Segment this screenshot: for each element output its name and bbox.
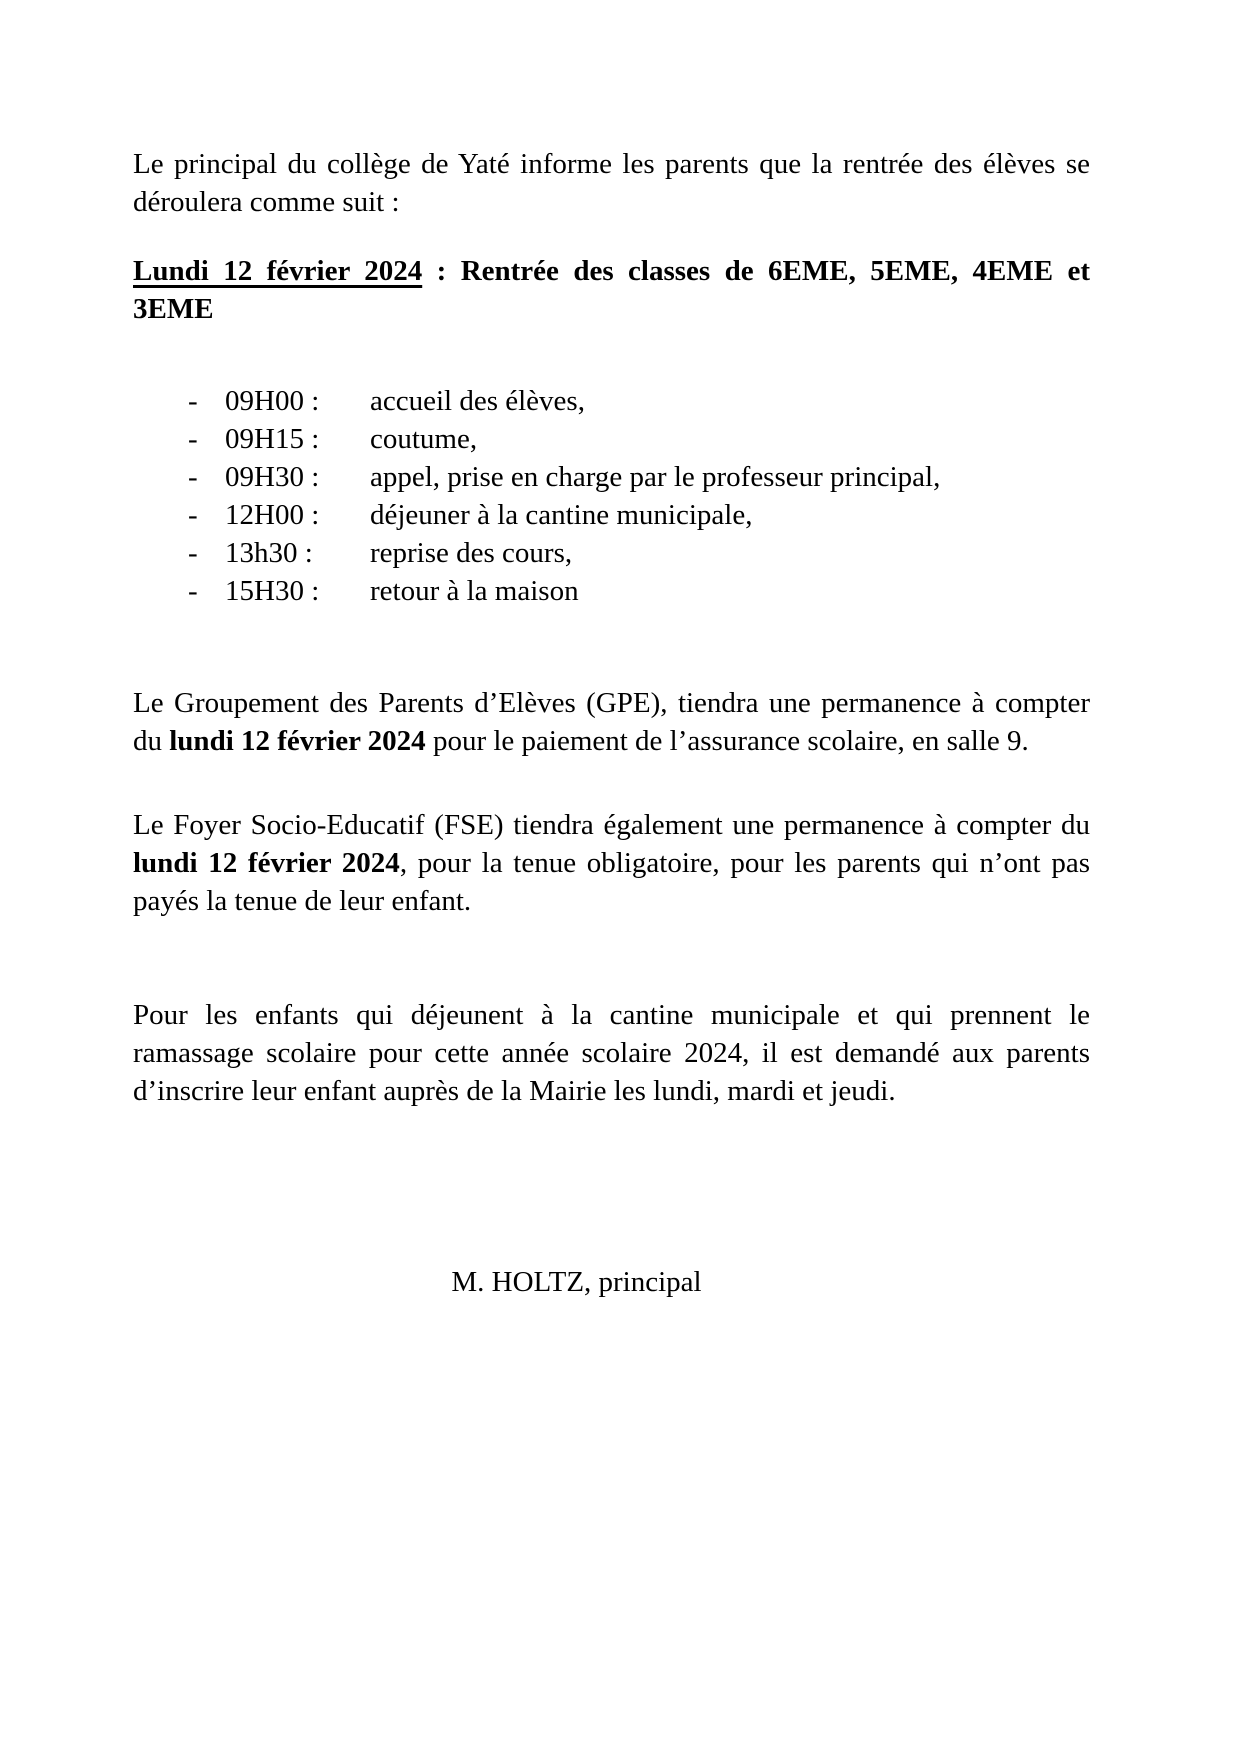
gpe-bold-date: lundi 12 février 2024 <box>169 725 426 757</box>
fse-text-after: , pour la tenue obligatoire, pour les parents qui n’ont pas payés la tenue de leur enfant. <box>133 847 1090 917</box>
gpe-text-before: Le Groupement des Parents d’Elèves (GPE), tiendra une permanence à compter du <box>133 687 1090 757</box>
schedule-activity: déjeuner à la cantine municipale, <box>370 499 753 531</box>
fse-text-before: Le Foyer Socio-Educatif (FSE) tiendra également une permanence à compter du <box>133 809 1090 841</box>
schedule-bullet: - <box>188 461 198 493</box>
gpe-paragraph <box>133 684 1090 760</box>
schedule-item <box>188 458 1090 496</box>
schedule-bullet: - <box>188 499 198 531</box>
schedule-item <box>188 420 1090 458</box>
fse-paragraph <box>133 806 1090 920</box>
schedule-bullet: - <box>188 575 198 607</box>
schedule-time: 15H30 : <box>225 575 320 607</box>
gpe-text-after: pour le paiement de l’assurance scolaire, en salle 9. <box>425 725 1029 757</box>
signature: M. HOLTZ, principal <box>451 1266 702 1298</box>
schedule-activity: coutume, <box>370 423 478 455</box>
schedule-time: 09H30 : <box>225 461 320 493</box>
heading-rest: : Rentrée des classes de 6EME, 5EME, 4EME et 3EME <box>133 255 1090 325</box>
intro-paragraph: Le principal du collège de Yaté informe les parents que la rentrée des élèves se déroulera comme suit : <box>133 148 1090 218</box>
schedule-bullet: - <box>188 423 198 455</box>
schedule-item <box>188 534 1090 572</box>
schedule-bullet: - <box>188 385 198 417</box>
schedule-time: 12H00 : <box>225 499 320 531</box>
schedule-item <box>188 496 1090 534</box>
schedule-time: 09H00 : <box>225 385 320 417</box>
schedule-activity: accueil des élèves, <box>370 385 585 417</box>
schedule-bullet: - <box>188 537 198 569</box>
schedule-list <box>188 382 1090 610</box>
schedule-activity: retour à la maison <box>370 575 579 607</box>
fse-bold-date: lundi 12 février 2024 <box>133 847 400 879</box>
schedule-heading <box>133 252 1090 328</box>
schedule-activity: appel, prise en charge par le professeur principal, <box>370 461 941 493</box>
schedule-activity: reprise des cours, <box>370 537 573 569</box>
schedule-time: 13h30 : <box>225 537 313 569</box>
schedule-item <box>188 572 1090 610</box>
heading-date: Lundi 12 février 2024 <box>133 255 423 287</box>
schedule-item <box>188 382 1090 420</box>
schedule-time: 09H15 : <box>225 423 320 455</box>
cantine-paragraph: Pour les enfants qui déjeunent à la cantine municipale et qui prennent le ramassage scolaire pour cette année scolaire 2024, il est demandé aux parents d’inscrire leur enfant auprès de la Mairie les lundi, mardi et jeudi. <box>133 999 1090 1107</box>
